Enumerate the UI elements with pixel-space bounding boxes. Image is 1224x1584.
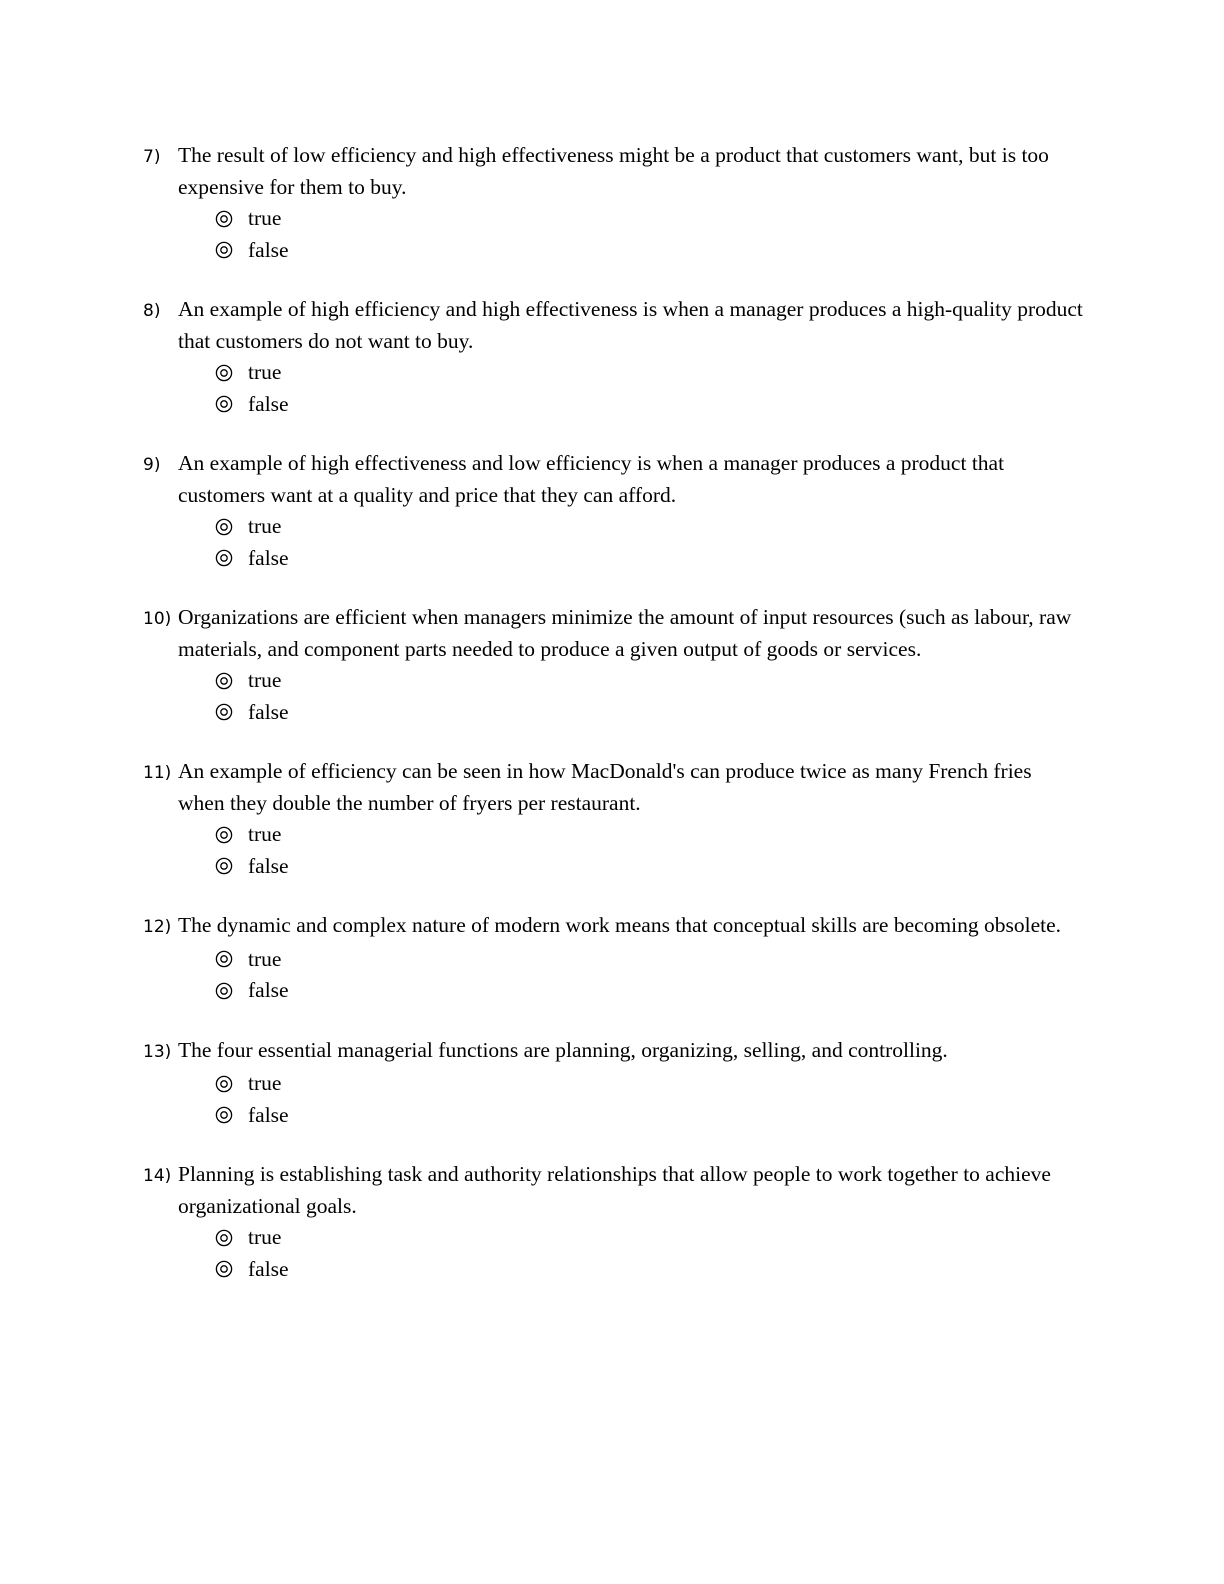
question-stem [143,756,1083,819]
question-text: An example of efficiency can be seen in how MacDonald's can produce twice as many French fries when they double the number of fryers per restaurant. [178,759,1032,815]
question-item [143,294,1083,420]
answer-option-label: false [248,1256,289,1281]
question-number: 8) [143,301,161,321]
answer-option-label: false [248,1102,289,1127]
question-list [143,140,1083,1313]
question-item [143,1159,1083,1285]
answer-option-false[interactable] [215,975,1083,1007]
answer-option-true[interactable] [215,665,1083,697]
radio-option-icon[interactable] [215,1075,233,1093]
radio-option-icon[interactable] [215,210,233,228]
question-text: The four essential managerial functions are planning, organizing, selling, and controlling. [178,1037,948,1062]
radio-option-icon[interactable] [215,672,233,690]
answer-option-true[interactable] [215,1222,1083,1254]
question-stem [143,602,1083,665]
answer-option-true[interactable] [215,944,1083,976]
answer-option-label: true [248,1225,282,1249]
answer-option-true[interactable] [215,203,1083,235]
answer-options [215,1222,1083,1285]
radio-option-icon[interactable] [215,950,233,968]
question-number: 13) [143,1041,172,1062]
question-item [143,448,1083,574]
answer-options [215,203,1083,266]
answer-option-false[interactable] [215,697,1083,729]
radio-option-icon[interactable] [215,1260,233,1278]
answer-option-true[interactable] [215,1068,1083,1100]
radio-option-icon[interactable] [215,518,233,536]
answer-option-false[interactable] [215,235,1083,267]
radio-option-icon[interactable] [215,395,233,413]
answer-options [215,665,1083,728]
radio-option-icon[interactable] [215,1106,233,1124]
answer-options [215,511,1083,574]
answer-options [215,1068,1083,1131]
question-stem [143,448,1083,511]
question-item [143,756,1083,882]
question-stem [143,1035,1083,1069]
answer-options [215,944,1083,1007]
answer-option-label: false [248,391,289,416]
question-text: The result of low efficiency and high effectiveness might be a product that customers want, but is too expensive for them to buy. [178,143,1049,199]
question-item [143,1035,1083,1132]
answer-option-label: false [248,978,289,1002]
answer-option-label: true [248,668,282,692]
answer-option-label: true [248,822,282,846]
answer-option-false[interactable] [215,851,1083,883]
answer-option-label: false [248,545,289,570]
answer-option-true[interactable] [215,819,1083,851]
radio-option-icon[interactable] [215,549,233,567]
question-number: 10) [143,609,172,629]
radio-option-icon[interactable] [215,826,233,844]
answer-option-label: true [248,1071,282,1095]
question-stem [143,140,1083,203]
radio-option-icon[interactable] [215,857,233,875]
radio-option-icon[interactable] [215,703,233,721]
radio-option-icon[interactable] [215,1229,233,1247]
question-number: 7) [143,147,161,167]
answer-option-false[interactable] [215,389,1083,421]
answer-option-label: true [248,360,282,384]
answer-option-label: false [248,699,289,724]
question-item [143,910,1083,1007]
answer-option-false[interactable] [215,1100,1083,1132]
question-number: 12) [143,917,172,937]
question-text: An example of high efficiency and high effectiveness is when a manager produces a high-quality product that customers do not want to buy. [178,297,1083,353]
question-text: An example of high effectiveness and low efficiency is when a manager produces a product that customers want at a quality and price that they can afford. [178,451,1005,507]
question-number: 9) [143,455,161,475]
answer-option-false[interactable] [215,1254,1083,1286]
answer-option-label: true [248,514,282,538]
answer-option-label: true [248,206,282,230]
radio-option-icon[interactable] [215,982,233,1000]
answer-option-label: false [248,237,289,262]
radio-option-icon[interactable] [215,364,233,382]
answer-option-label: true [248,946,282,971]
question-text: Planning is establishing task and authority relationships that allow people to work together to achieve organizational goals. [178,1162,1051,1218]
answer-options [215,357,1083,420]
question-text: The dynamic and complex nature of modern work means that conceptual skills are becoming obsolete. [178,913,1062,937]
answer-option-true[interactable] [215,511,1083,543]
answer-options [215,819,1083,882]
question-stem [143,910,1083,944]
question-text: Organizations are efficient when managers minimize the amount of input resources (such as labour, raw materials, and component parts needed to produce a given output of goods or services. [178,605,1072,661]
question-item [143,140,1083,266]
question-stem [143,294,1083,357]
question-item [143,602,1083,728]
question-number: 11) [143,763,172,783]
answer-option-false[interactable] [215,543,1083,575]
answer-option-label: false [248,853,289,878]
answer-option-true[interactable] [215,357,1083,389]
radio-option-icon[interactable] [215,241,233,259]
question-stem [143,1159,1083,1222]
question-number: 14) [143,1166,172,1186]
